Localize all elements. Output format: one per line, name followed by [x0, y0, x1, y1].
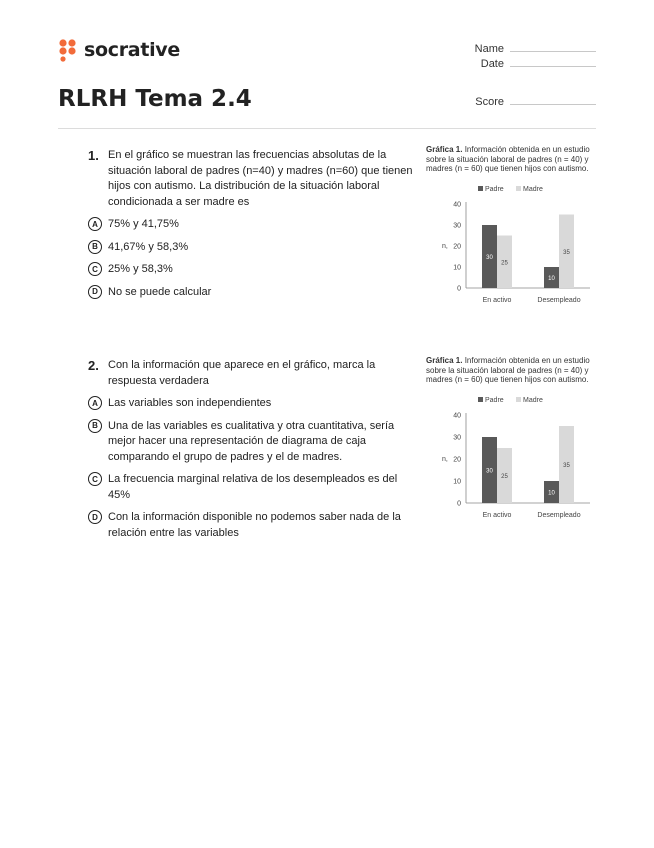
- x-tick-label: En activo: [482, 511, 512, 519]
- name-line[interactable]: [510, 41, 596, 52]
- question-text: Con la información que aparece en el gráfico, marca la respuesta verdadera: [108, 359, 376, 387]
- figure-caption: [422, 356, 598, 385]
- bar-value-label: 25: [501, 259, 508, 266]
- y-axis-label: n,: [442, 242, 448, 250]
- option-c[interactable]: [88, 472, 418, 503]
- legend-label-madre: Madre: [523, 396, 543, 404]
- y-tick-label: 20: [453, 456, 461, 463]
- bar-chart: [422, 174, 598, 314]
- legend-label-madre: Madre: [523, 185, 543, 193]
- question-text: En el gráfico se muestran las frecuencias absolutas de la situación laboral de padres (n=40) y madres (n=60) que tienen hijos con autismo. La distribución de la situación laboral condicionada a ser madre es: [108, 149, 413, 208]
- option-text: 25% y 58,3%: [108, 263, 173, 275]
- score-label: Score: [475, 96, 504, 108]
- y-tick-label: 0: [457, 285, 461, 292]
- figure-2: [422, 356, 598, 529]
- option-c[interactable]: [88, 262, 418, 278]
- option-letter[interactable]: B: [88, 240, 102, 254]
- logo-text: socrative: [84, 39, 180, 61]
- question-2: [58, 358, 418, 541]
- date-line[interactable]: [510, 56, 596, 67]
- option-d[interactable]: [88, 510, 418, 541]
- option-letter[interactable]: C: [88, 472, 102, 486]
- legend-swatch-padre: [478, 186, 483, 191]
- y-tick-label: 10: [453, 264, 461, 271]
- x-tick-label: Desempleado: [537, 511, 581, 519]
- option-a[interactable]: [88, 217, 418, 233]
- bar-value-label: 10: [548, 490, 555, 496]
- name-field[interactable]: [444, 41, 596, 55]
- legend-swatch-madre: [516, 186, 521, 191]
- question-1: [58, 148, 418, 300]
- option-text: Una de las variables es cualitativa y otra cuantitativa, sería mejor hacer una representación de diagrama de caja comparando el grupo de padres y el de madres.: [108, 419, 395, 463]
- figure-1: [422, 145, 598, 314]
- y-tick-label: 20: [453, 243, 461, 250]
- score-field[interactable]: [444, 94, 596, 108]
- name-label: Name: [474, 43, 504, 55]
- option-letter[interactable]: C: [88, 262, 102, 276]
- legend-swatch-padre: [478, 397, 483, 402]
- option-b[interactable]: [88, 419, 418, 466]
- y-axis-label: n,: [442, 455, 448, 463]
- bar-chart: [422, 385, 598, 529]
- date-label: Date: [480, 58, 504, 70]
- bar-value-label: 35: [563, 462, 570, 469]
- y-tick-label: 40: [453, 412, 461, 419]
- question-number: 2.: [88, 358, 99, 373]
- date-field[interactable]: [444, 56, 596, 70]
- y-tick-label: 40: [453, 201, 461, 208]
- option-letter[interactable]: D: [88, 285, 102, 299]
- y-tick-label: 30: [453, 222, 461, 229]
- option-text: Las variables son independientes: [108, 397, 272, 409]
- legend-label-padre: Padre: [485, 185, 504, 193]
- bar-value-label: 25: [501, 473, 508, 480]
- socrative-logo-icon: [58, 38, 78, 62]
- legend-label-padre: Padre: [485, 396, 504, 404]
- page-title: RLRH Tema 2.4: [58, 86, 252, 112]
- option-text: No se puede calcular: [108, 285, 212, 298]
- bar-value-label: 10: [548, 275, 555, 282]
- option-letter[interactable]: A: [88, 217, 102, 231]
- x-tick-label: Desempleado: [537, 296, 581, 304]
- option-letter[interactable]: A: [88, 396, 102, 410]
- bar-value-label: 30: [486, 468, 493, 474]
- caption-bold: Gráfica 1.: [426, 145, 463, 154]
- socrative-logo: [58, 38, 180, 62]
- option-d[interactable]: [88, 285, 418, 301]
- caption-bold: Gráfica 1.: [426, 356, 463, 365]
- bar-value-label: 30: [486, 254, 493, 261]
- score-line[interactable]: [510, 94, 596, 105]
- y-tick-label: 30: [453, 434, 461, 441]
- question-number: 1.: [88, 148, 99, 163]
- figure-caption: [422, 145, 598, 174]
- option-text: Con la información disponible no podemos saber nada de la relación entre las variables: [108, 511, 401, 539]
- caption-text: Información obtenida en un estudio sobre la situación laboral de padres (n = 40) y madres (n = 60) que tienen hijos con autismo.: [426, 145, 590, 173]
- y-tick-label: 10: [453, 478, 461, 485]
- header-divider: [58, 128, 596, 129]
- option-text: 75% y 41,75%: [108, 218, 179, 230]
- option-text: La frecuencia marginal relativa de los desempleados es del 45%: [108, 473, 398, 501]
- option-text: 41,67% y 58,3%: [108, 240, 189, 253]
- option-a[interactable]: [88, 396, 418, 412]
- x-tick-label: En activo: [482, 296, 512, 304]
- option-b[interactable]: [88, 240, 418, 256]
- bar-value-label: 35: [563, 249, 570, 256]
- caption-text: Información obtenida en un estudio sobre la situación laboral de padres (n = 40) y madres (n = 60) que tienen hijos con autismo.: [426, 356, 590, 384]
- option-letter[interactable]: D: [88, 510, 102, 524]
- legend-swatch-madre: [516, 397, 521, 402]
- y-tick-label: 0: [457, 500, 461, 507]
- option-letter[interactable]: B: [88, 419, 102, 433]
